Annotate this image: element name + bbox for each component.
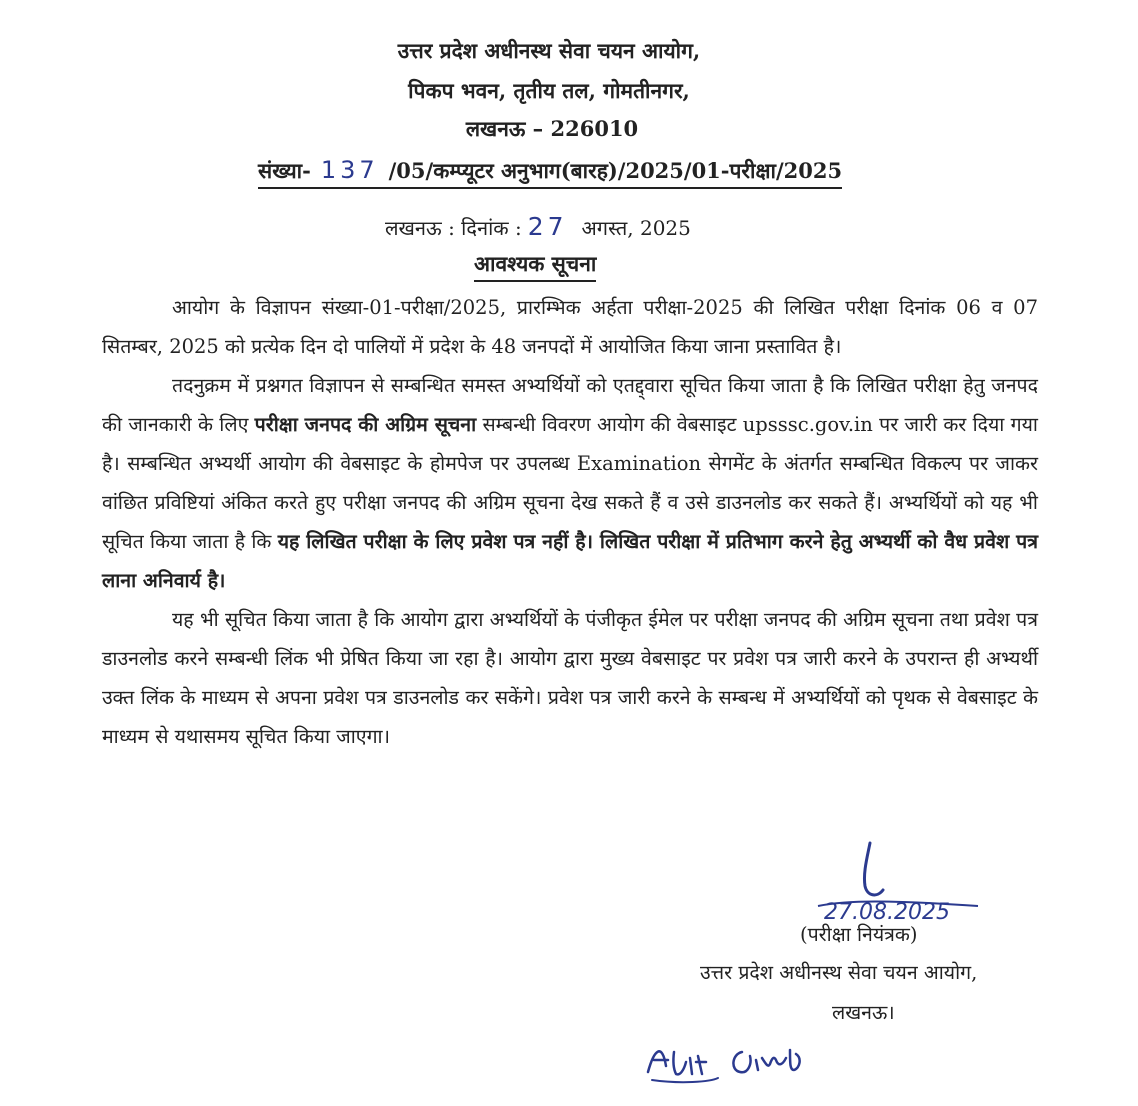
handwritten-initials: [640, 1030, 830, 1090]
reference-suffix: /05/कम्प्यूटर अनुभाग(बारह)/2025/01-परीक्षा/2025: [388, 158, 843, 183]
header-address: पिकप भवन, तृतीय तल, गोमतीनगर,: [408, 78, 690, 103]
signature-org: उत्तर प्रदेश अधीनस्थ सेवा चयन आयोग,: [700, 961, 978, 984]
subject-heading: आवश्यक सूचना: [474, 250, 596, 282]
reference-prefix: संख्या-: [258, 158, 311, 183]
paragraph-1: आयोग के विज्ञापन संख्या-01-परीक्षा/2025, प्रारम्भिक अर्हता परीक्षा-2025 की लिखित परीक्षा दिनांक 06 व 07 सितम्बर, 2025 को प्रत्येक दिन दो पालियों में प्रदेश के 48 जनपदों में आयोजित किया जाना प्रस्तावित है।: [102, 296, 1038, 358]
paragraph-2-bold-b: यह लिखित परीक्षा के लिए प्रवेश पत्र नहीं है। लिखित परीक्षा में प्रतिभाग करने हेतु अभ्यर्थी को वैध प्रवेश पत्र लाना अनिवार्य है।: [102, 530, 1038, 592]
signature-date-text: 27.08.2025: [824, 900, 950, 925]
dateline-suffix: अगस्त, 2025: [581, 216, 691, 240]
paragraph-2-text-a: तदनुक्रम में प्रश्नगत विज्ञापन से सम्बन्धित समस्त अभ्यर्थियों को एतद्द्वारा सूचित किया जाता है कि लिखित परीक्षा हेतु जनपद की जानकारी के लिए: [102, 374, 1038, 436]
dateline: [385, 212, 691, 241]
paragraph-3: यह भी सूचित किया जाता है कि आयोग द्वारा अभ्यर्थियों के पंजीकृत ईमेल पर परीक्षा जनपद की अग्रिम सूचना तथा प्रवेश पत्र डाउनलोड करने सम्बन्धी लिंक भी प्रेषित किया जा रहा है। आयोग द्वारा मुख्य वेबसाइट पर प्रवेश पत्र जारी करने के उपरान्त ही अभ्यर्थी उक्त लिंक के माध्यम से अपना प्रवेश पत्र डाउनलोड कर सकेंगे। प्रवेश पत्र जारी करने के सम्बन्ध में अभ्यर्थियों को पृथक से वेबसाइट के माध्यम से यथासमय सूचित किया जाएगा।: [102, 608, 1038, 748]
paragraph-2-text-b: सम्बन्धी विवरण आयोग की वेबसाइट upsssc.gov.in पर जारी कर दिया गया है। सम्बन्धित अभ्यर्थी आयोग की वेबसाइट के होमपेज पर उपलब्ध Examination सेगमेंट के अंतर्गत सम्बन्धित विकल्प पर जाकर वांछित प्रविष्टियां अंकित करते हुए परीक्षा जनपद की अग्रिम सूचना देख सकते हैं व उसे डाउनलोड कर सकते हैं। अभ्यर्थियों को यह भी सूचित किया जाता है कि: [102, 413, 1038, 553]
paragraph-2: [102, 366, 1038, 600]
paragraph-2-bold-a: परीक्षा जनपद की अग्रिम सूचना: [254, 413, 477, 436]
header-city-pin: लखनऊ – 226010: [465, 116, 639, 141]
reference-number: [258, 156, 842, 189]
notice-body: [102, 288, 1038, 756]
header-org-name: उत्तर प्रदेश अधीनस्थ सेवा चयन आयोग,: [397, 38, 701, 63]
signature-city: लखनऊ।: [832, 1001, 895, 1024]
reference-handwritten-number: 137: [320, 156, 379, 184]
dateline-prefix: लखनऊ : दिनांक :: [385, 216, 522, 240]
signature-title: (परीक्षा नियंत्रक): [800, 923, 918, 946]
dateline-handwritten-day: 27: [527, 212, 568, 241]
